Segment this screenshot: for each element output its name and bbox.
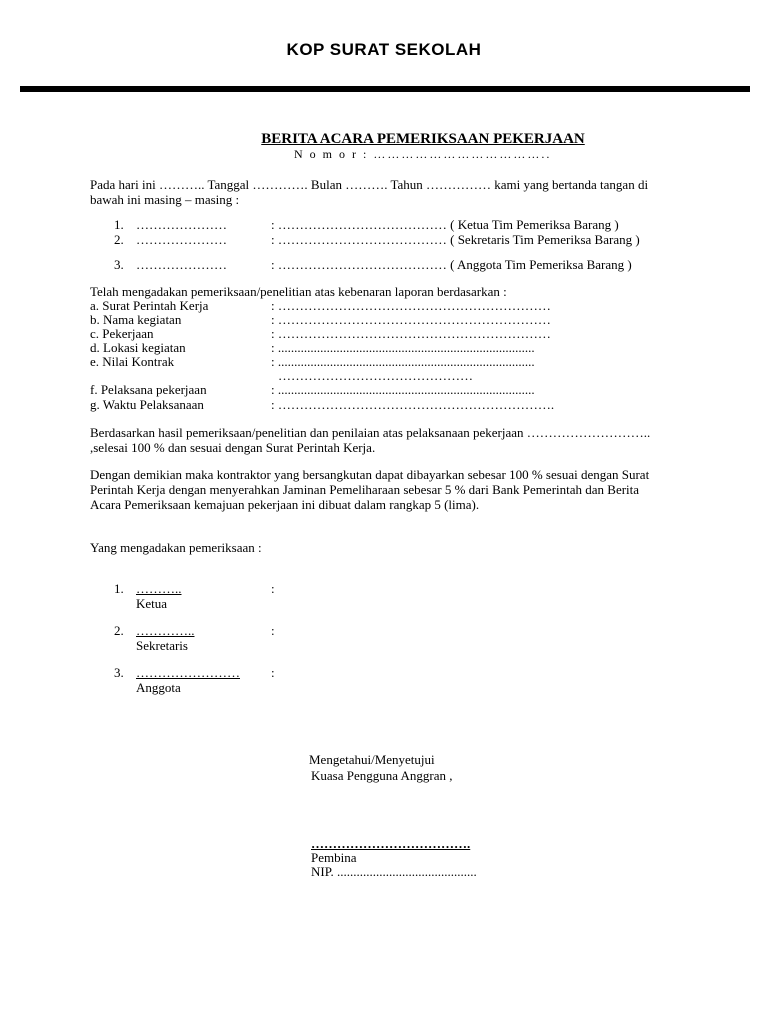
document-title: BERITA ACARA PEMERIKSAAN PEKERJAAN (261, 131, 585, 147)
member-name: ………………… (136, 217, 227, 232)
signature-line: …………………… (136, 665, 240, 680)
field-value: : ……………………………………………………… (271, 298, 551, 313)
signatory-number: 3. (114, 665, 124, 680)
result-line: Berdasarkan hasil pemeriksaan/penelitian dan penilaian atas pelaksanaan pekerjaan ……………………….. (90, 425, 651, 440)
signatory-colon: : (271, 581, 275, 596)
signatory-role: Anggota (136, 680, 181, 695)
approval-authority: Kuasa Pengguna Anggran , (311, 768, 453, 783)
field-value-continued: ……………………………………… (278, 368, 473, 383)
signatory-role: Ketua (136, 596, 168, 611)
signatory-colon: : (271, 665, 275, 680)
field-label: d. Lokasi kegiatan (90, 340, 186, 355)
signatory-role: Sekretaris (136, 638, 188, 653)
member-name: ………………… (136, 257, 227, 272)
letterhead-divider (20, 86, 750, 92)
signature-line: ………….. (136, 623, 195, 638)
field-label: a. Surat Perintah Kerja (90, 298, 209, 313)
member-number: 1. (114, 217, 124, 232)
member-role: : ………………………………… ( Ketua Tim Pemeriksa Barang ) (271, 217, 619, 232)
field-label: g. Waktu Pelaksanaan (90, 397, 204, 412)
signatory-number: 1. (114, 581, 124, 596)
approval-nip: NIP. ........................................... (311, 864, 477, 879)
field-label: c. Pekerjaan (90, 326, 154, 341)
member-name: ………………… (136, 232, 227, 247)
member-role: : ………………………………… ( Sekretaris Tim Pemeriksa Barang ) (271, 232, 640, 247)
field-label: e. Nilai Kontrak (90, 354, 175, 369)
member-role: : ………………………………… ( Anggota Tim Pemeriksa Barang ) (271, 257, 632, 272)
result-paragraph (90, 425, 650, 455)
conclusion-line: Acara Pemeriksaan kemajuan pekerjaan ini dibuat dalam rangkap 5 (lima). (90, 497, 480, 512)
signatory-number: 2. (114, 623, 124, 638)
approval-heading: Mengetahui/Menyetujui (309, 752, 435, 767)
field-value: : ……………………………………………………… (271, 326, 551, 341)
opening-paragraph (90, 177, 648, 207)
examiners-label: Yang mengadakan pemeriksaan : (90, 540, 262, 555)
field-value: : ……………………………………………………… (271, 312, 551, 327)
member-number: 2. (114, 232, 124, 247)
field-value: : ………………………………………………………. (271, 397, 555, 412)
field-value: : ............................................................................... (271, 382, 535, 397)
inspection-intro: Telah mengadakan pemeriksaan/penelitian atas kebenaran laporan berdasarkan : (90, 284, 507, 299)
approval-signature-line: ………………………………. (311, 836, 471, 851)
field-value: : ............................................................................... (271, 340, 535, 355)
opening-line: Pada hari ini ……….. Tanggal …………. Bulan ………. Tahun …………… kami yang bertanda tangan di (90, 177, 649, 192)
conclusion-paragraph (90, 467, 649, 512)
approval-role: Pembina (311, 850, 357, 865)
letterhead-title: KOP SURAT SEKOLAH (286, 40, 482, 59)
opening-line: bawah ini masing – masing : (90, 192, 240, 207)
conclusion-line: Perintah Kerja dengan menyerahkan Jaminan Pemeliharaan sebesar 5 % dari Bank Pemerintah dan Berita (90, 482, 640, 497)
field-label: f. Pelaksana pekerjaan (90, 382, 207, 397)
field-value: : ............................................................................... (271, 354, 535, 369)
signature-line: ……….. (136, 581, 182, 596)
signatory-colon: : (271, 623, 275, 638)
conclusion-line: Dengan demikian maka kontraktor yang bersangkutan dapat dibayarkan sebesar 100 % sesuai dengan Surat (90, 467, 650, 482)
field-label: b. Nama kegiatan (90, 312, 182, 327)
document-number: N o m o r : ……………………………….. (294, 147, 552, 161)
result-line: ,selesai 100 % dan sesuai dengan Surat Perintah Kerja. (90, 440, 376, 455)
member-number: 3. (114, 257, 124, 272)
